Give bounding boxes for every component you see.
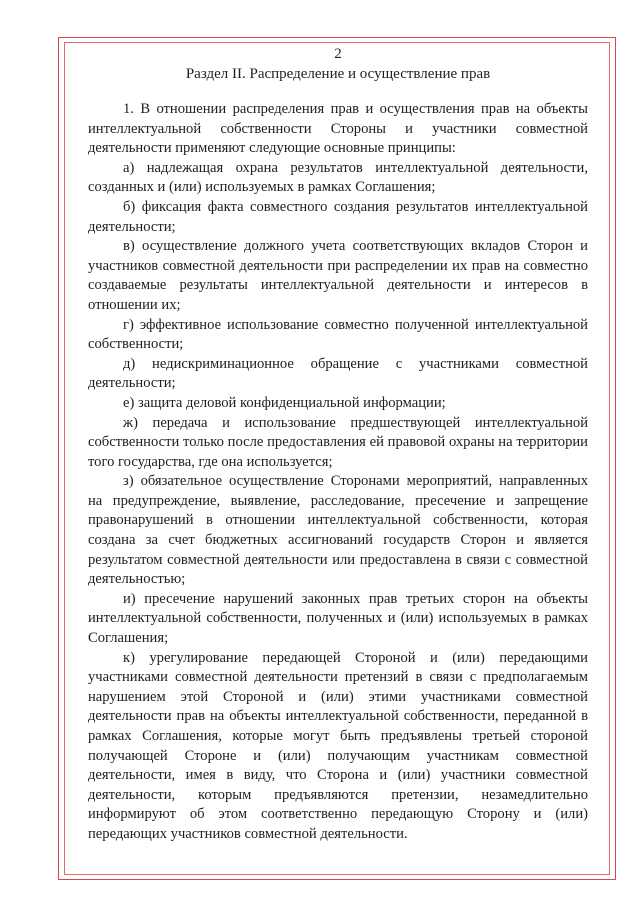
principle-item-i: и) пресечение нарушений законных прав третьих сторон на объекты интеллектуальной собственности, полученных и (или) используемых в рамках Соглашения; <box>88 590 588 647</box>
page-number: 2 <box>334 46 342 62</box>
principle-item-d: д) недискриминационное обращение с участниками совместной деятельности; <box>88 355 588 392</box>
principle-item-b: б) фиксация факта совместного создания результатов интеллектуальной деятельности; <box>88 198 588 235</box>
section-title: Раздел II. Распределение и осуществление прав <box>185 66 491 82</box>
document-body <box>88 45 588 845</box>
principle-item-g: г) эффективное использование совместно полученной интеллектуальной собственности; <box>88 316 588 353</box>
principle-item-v: в) осуществление должного учета соответствующих вкладов Сторон и участников совместной деятельности при распределении их прав на совместно создаваемые результаты интеллектуальной деятельности и интересов в отношении их; <box>88 238 588 313</box>
principle-item-zh: ж) передача и использование предшествующей интеллектуальной собственности только после предоставления ей правовой охраны на территории того государства, где она используется; <box>88 414 588 470</box>
principle-item-z: з) обязательное осуществление Сторонами мероприятий, направленных на предупреждение, выявление, расследование, пресечение и запрещение правонарушений в отношении интеллектуальной собственности, которая создана за счет бюджетных ассигнований государств Сторон и является результатом совместной деятельности или предоставлена в связи с совместной деятельностью; <box>88 473 588 588</box>
principle-item-e: е) защита деловой конфиденциальной информации; <box>123 394 446 411</box>
intro-paragraph: 1. В отношении распределения прав и осуществления прав на объекты интеллектуальной собственности Стороны и участники совместной деятельности применяют следующие основные принципы: <box>88 101 588 157</box>
principle-item-k: к) урегулирование передающей Стороной и (или) передающими участниками совместной деятельности претензий в связи с предполагаемым нарушением этой Стороной и (или) этими участниками совместной деятельности прав на объекты интеллектуальной собственности, переданной в рамках Соглашения, которые могут быть предъявлены третьей стороной получающей Стороне и (или) получающим участникам совместной деятельности, имея в виду, что Сторона и (или) участники совместной деятельности, которым предъявляются претензии, незамедлительно информируют об этом соответственно передающую Сторону и (или) передающих участников совместной деятельности. <box>88 649 588 842</box>
principle-item-a: а) надлежащая охрана результатов интеллектуальной деятельности, созданных и (или) используемых в рамках Соглашения; <box>88 159 588 196</box>
